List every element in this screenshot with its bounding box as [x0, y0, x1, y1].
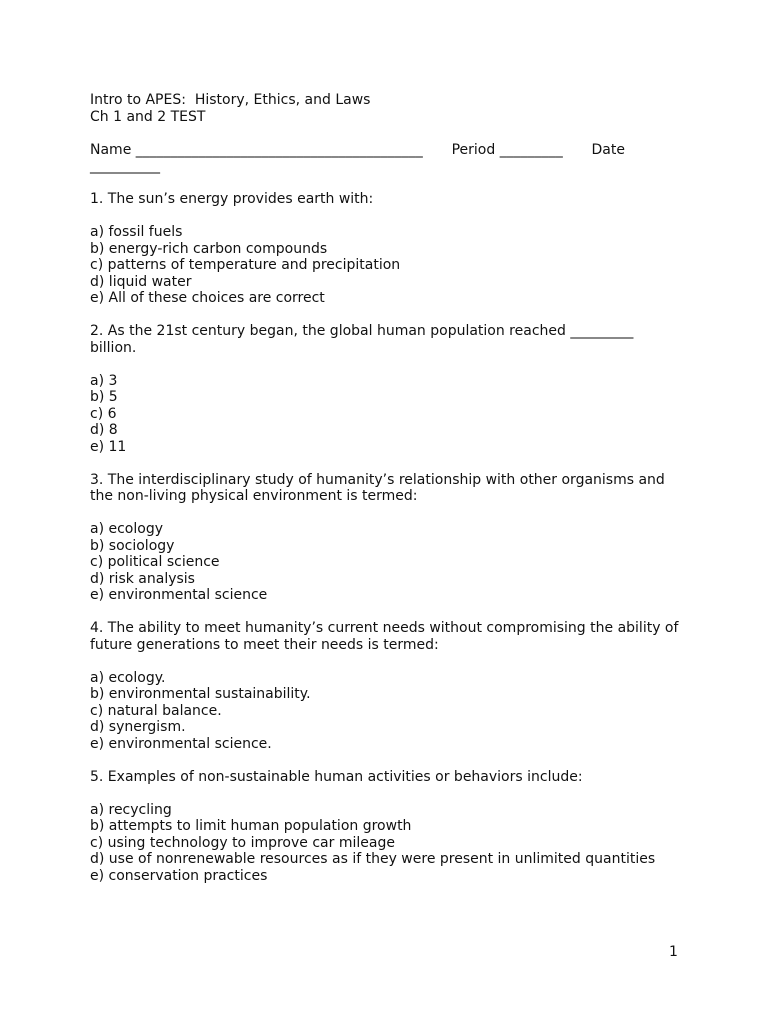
answer-choice: d) risk analysis	[90, 570, 195, 587]
answer-choice: b) attempts to limit human population growth	[90, 818, 412, 834]
answer-choice: c) political science	[90, 554, 220, 570]
question-4	[90, 620, 690, 752]
answer-choice: a) ecology	[90, 521, 163, 537]
document-subtitle: Ch 1 and 2 TEST	[90, 108, 206, 125]
answer-choice: b) energy-rich carbon compounds	[90, 240, 328, 257]
answer-choice: a) 3	[90, 372, 118, 389]
date-field-blank: __________	[90, 158, 160, 174]
question-stem: 2. As the 21st century began, the global human population reached _________	[90, 323, 634, 339]
answer-choice: e) environmental science	[90, 587, 268, 603]
answer-choice: b) sociology	[90, 537, 175, 554]
answer-choice: e) environmental science.	[90, 735, 272, 752]
period-field-label: Period _________	[451, 141, 563, 158]
answer-choice: c) patterns of temperature and precipitation	[90, 257, 401, 273]
question-1	[90, 191, 690, 307]
student-info-row	[90, 142, 625, 159]
question-3	[90, 472, 690, 604]
question-stem: future generations to meet their needs is termed:	[90, 636, 439, 653]
answer-choice: c) natural balance.	[90, 702, 222, 719]
page-number: 1	[669, 944, 678, 960]
answer-choice: d) use of nonrenewable resources as if they were present in unlimited quantities	[90, 851, 656, 867]
answer-choice: e) conservation practices	[90, 867, 268, 884]
document-title: Intro to APES: History, Ethics, and Laws	[90, 92, 371, 108]
answer-choice: a) fossil fuels	[90, 224, 183, 240]
question-5	[90, 769, 690, 885]
question-stem: the non-living physical environment is termed:	[90, 488, 418, 504]
answer-choice: d) liquid water	[90, 273, 192, 290]
question-2	[90, 323, 690, 455]
name-field-label: Name _________________________________________	[90, 141, 423, 158]
answer-choice: c) using technology to improve car mileage	[90, 834, 395, 851]
answer-choice: c) 6	[90, 405, 117, 422]
question-stem: 3. The interdisciplinary study of humanity’s relationship with other organisms and	[90, 471, 665, 488]
answer-choice: a) recycling	[90, 801, 172, 818]
document-page	[90, 92, 690, 884]
answer-choice: e) All of these choices are correct	[90, 290, 325, 306]
date-field-label: Date	[591, 141, 625, 158]
question-stem: billion.	[90, 339, 137, 356]
answer-choice: a) ecology.	[90, 669, 166, 686]
answer-choice: e) 11	[90, 438, 127, 455]
answer-choice: b) 5	[90, 389, 118, 405]
question-stem: 4. The ability to meet humanity’s current needs without compromising the ability of	[90, 620, 679, 636]
answer-choice: b) environmental sustainability.	[90, 686, 311, 702]
question-stem: 1. The sun’s energy provides earth with:	[90, 191, 374, 207]
answer-choice: d) 8	[90, 422, 118, 438]
answer-choice: d) synergism.	[90, 719, 186, 735]
question-stem: 5. Examples of non-sustainable human activities or behaviors include:	[90, 768, 583, 785]
